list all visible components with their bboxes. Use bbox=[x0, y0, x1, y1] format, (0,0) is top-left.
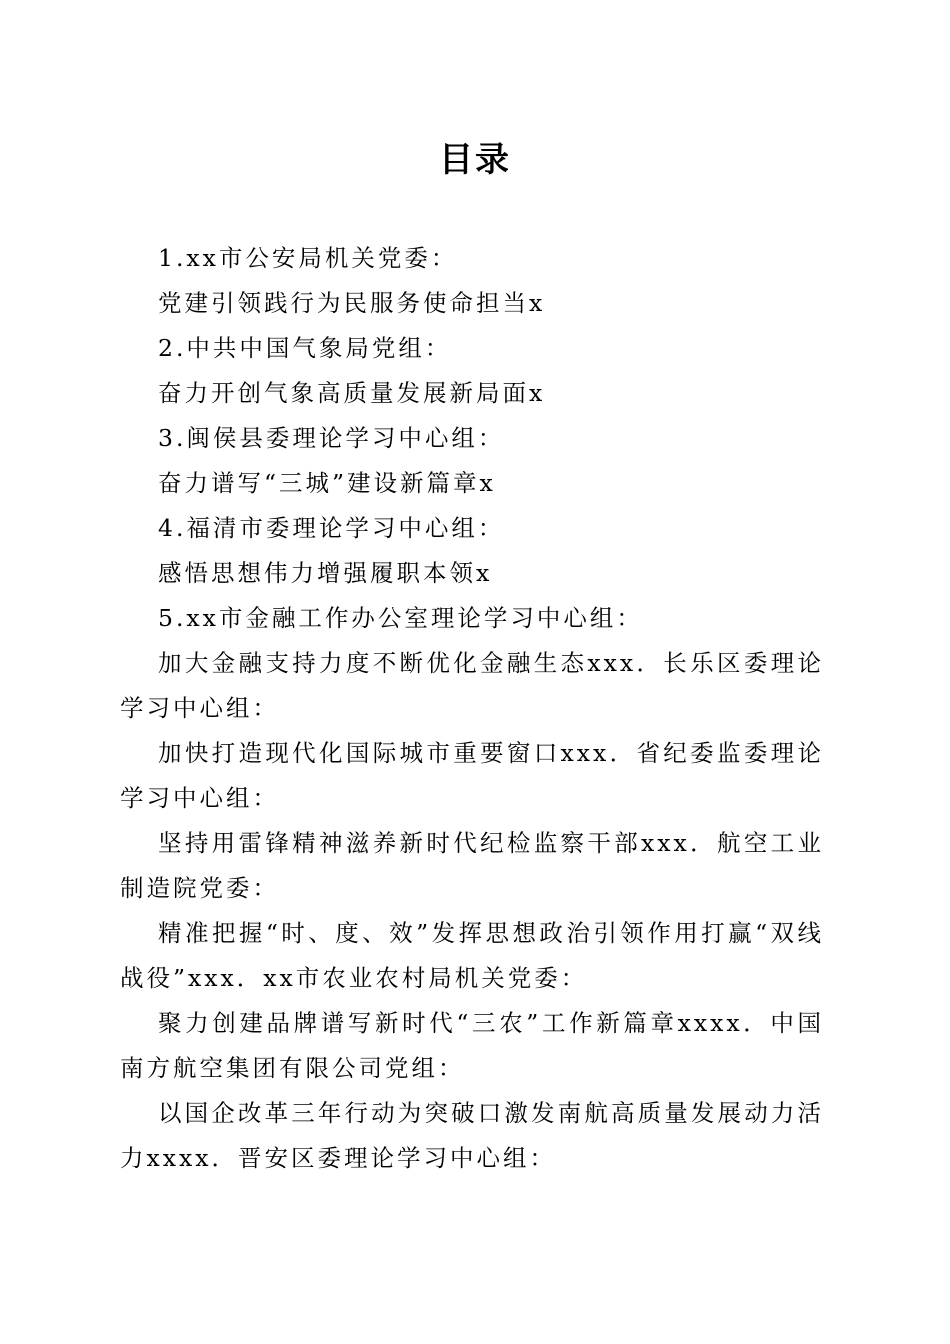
toc-entry: 坚持用雷锋精神滋养新时代纪检监察干部xxx．航空工业制造院党委： bbox=[120, 829, 824, 902]
toc-entry: 3.闽侯县委理论学习中心组： bbox=[158, 424, 505, 452]
toc-entry: 感悟思想伟力增强履职本领x bbox=[158, 559, 493, 587]
toc-entry: 奋力谱写“三城”建设新篇章x bbox=[158, 469, 496, 497]
toc-entry: 奋力开创气象高质量发展新局面x bbox=[158, 379, 546, 407]
toc-entry: 1.xx市公安局机关党委： bbox=[158, 244, 458, 272]
toc-entry: 党建引领践行为民服务使命担当x bbox=[158, 289, 546, 317]
toc-entry: 加大金融支持力度不断优化金融生态xxx．长乐区委理论学习中心组： bbox=[120, 649, 824, 722]
toc-entry: 2.中共中国气象局党组： bbox=[158, 334, 452, 362]
toc-entry: 聚力创建品牌谱写新时代“三农”工作新篇章xxxx．中国南方航空集团有限公司党组： bbox=[120, 1009, 824, 1082]
table-of-contents bbox=[120, 236, 824, 1181]
toc-entry: 4.福清市委理论学习中心组： bbox=[158, 514, 505, 542]
page-title: 目录 bbox=[439, 140, 511, 180]
toc-entry: 加快打造现代化国际城市重要窗口xxx．省纪委监委理论学习中心组： bbox=[120, 739, 824, 812]
toc-entry: 精准把握“时、度、效”发挥思想政治引领作用打赢“双线战役”xxx．xx市农业农村局机关党委： bbox=[120, 919, 824, 992]
toc-entry: 以国企改革三年行动为突破口激发南航高质量发展动力活力xxxx．晋安区委理论学习中心组： bbox=[120, 1099, 824, 1172]
toc-entry: 5.xx市金融工作办公室理论学习中心组： bbox=[158, 604, 643, 632]
